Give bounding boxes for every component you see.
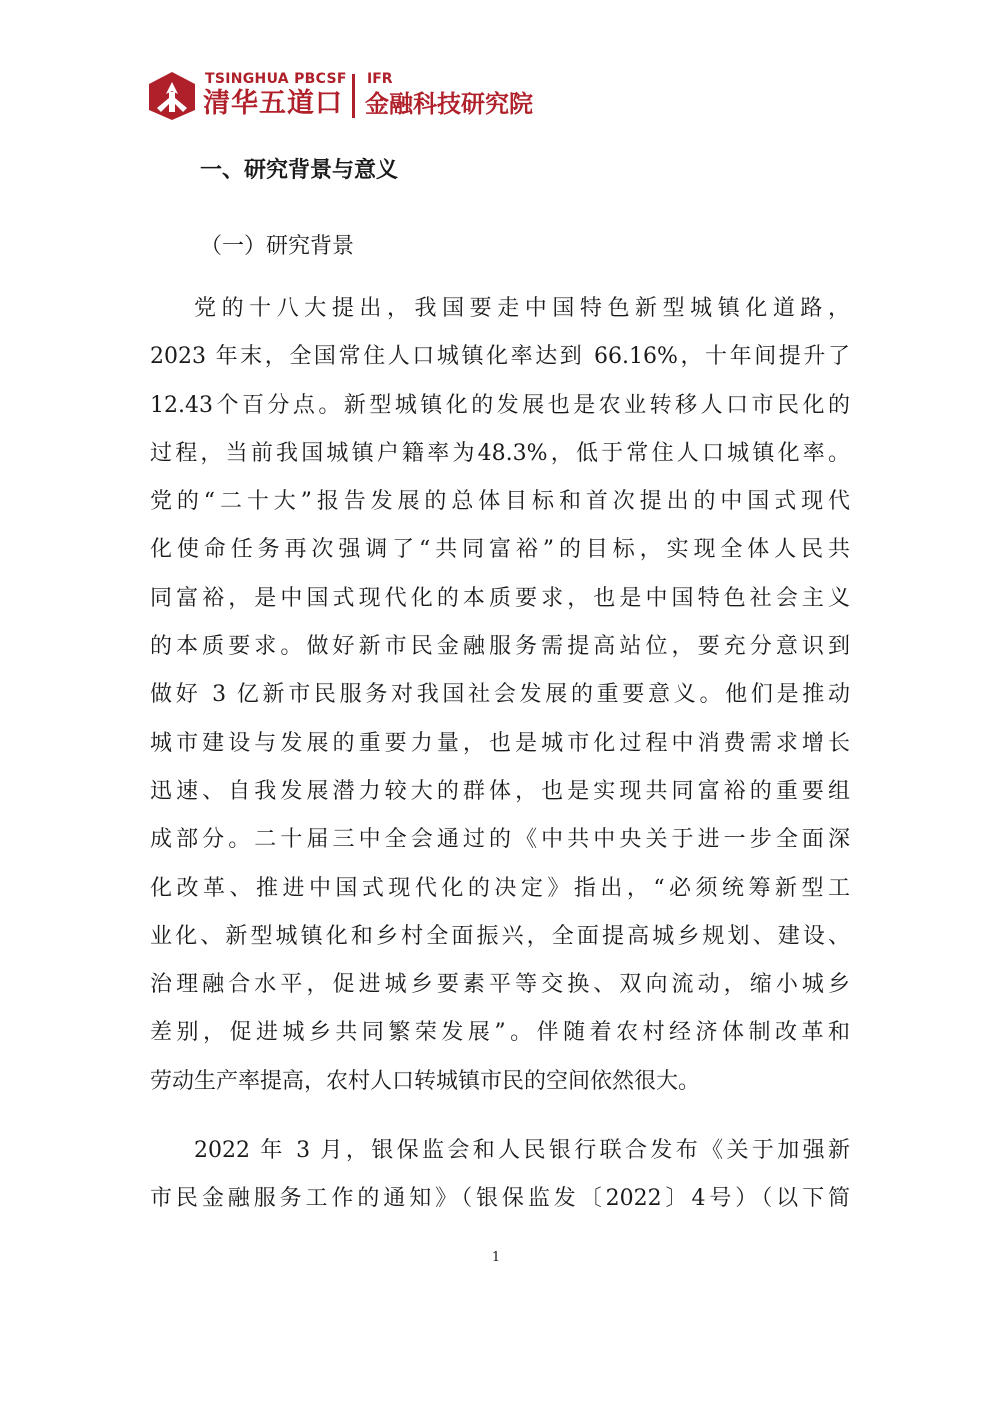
- text-line: 2023 年末，全国常住人口城镇化率达到 66.16%，十年间提升了: [150, 344, 850, 370]
- text-line: 迅速、自我发展潜力较大的群体，也是实现共同富裕的重要组: [150, 778, 850, 804]
- text-line: 化改革、推进中国式现代化的决定》指出，“必须统筹新型工: [150, 875, 850, 901]
- text-line: 党的“二十大”报告发展的总体目标和首次提出的中国式现代: [150, 489, 850, 515]
- text-line: 差别，促进城乡共同繁荣发展”。伴随着农村经济体制改革和: [150, 1020, 850, 1046]
- text-line: 化使命任务再次强调了“共同富裕”的目标，实现全体人民共: [150, 537, 850, 563]
- pbcsf-logo-icon: [147, 70, 197, 122]
- text-line: 成部分。二十届三中全会通过的《中共中央关于进一步全面深: [150, 827, 850, 853]
- page-header: [147, 70, 577, 122]
- text-line: 城市建设与发展的重要力量，也是城市化过程中消费需求增长: [150, 730, 850, 756]
- paragraph-1: [150, 292, 850, 1113]
- subsection-title: （一）研究背景: [200, 234, 355, 259]
- text-line: 党的十八大提出，我国要走中国特色新型城镇化道路，: [194, 296, 850, 321]
- text-line: 12.43个百分点。新型城镇化的发展也是农业转移人口市民化的: [150, 392, 850, 418]
- brand-name-chinese: 清华五道口: [203, 88, 343, 119]
- section-title: 一、研究背景与意义: [200, 158, 399, 183]
- text-line: 过程，当前我国城镇户籍率为48.3%，低于常住人口城镇化率。: [150, 440, 850, 466]
- text-line: 劳动生产率提高，农村人口转城镇市民的空间依然很大。: [150, 1068, 701, 1094]
- institute-name-english: IFR: [367, 71, 393, 87]
- text-line: 治理融合水平，促进城乡要素平等交换、双向流动，缩小城乡: [150, 972, 850, 998]
- header-divider: [352, 74, 355, 118]
- text-line: 2022 年 3 月，银保监会和人民银行联合发布《关于加强新: [194, 1138, 850, 1164]
- page-number: 1: [491, 1250, 501, 1265]
- body-text: [150, 292, 850, 1231]
- brand-name-english: TSINGHUA PBCSF: [205, 71, 347, 87]
- text-line: 业化、新型城镇化和乡村全面振兴，全面提高城乡规划、建设、: [150, 923, 850, 949]
- text-line: 同富裕，是中国式现代化的本质要求，也是中国特色社会主义: [150, 585, 850, 611]
- text-line: 的本质要求。做好新市民金融服务需提高站位，要充分意识到: [150, 634, 850, 660]
- text-line: 做好 3 亿新市民服务对我国社会发展的重要意义。他们是推动: [150, 682, 850, 708]
- text-line: 市民金融服务工作的通知》（银保监发〔2022〕4号）（以下简: [150, 1186, 850, 1212]
- institute-name-chinese: 金融科技研究院: [365, 90, 533, 118]
- paragraph-2: [150, 1134, 850, 1231]
